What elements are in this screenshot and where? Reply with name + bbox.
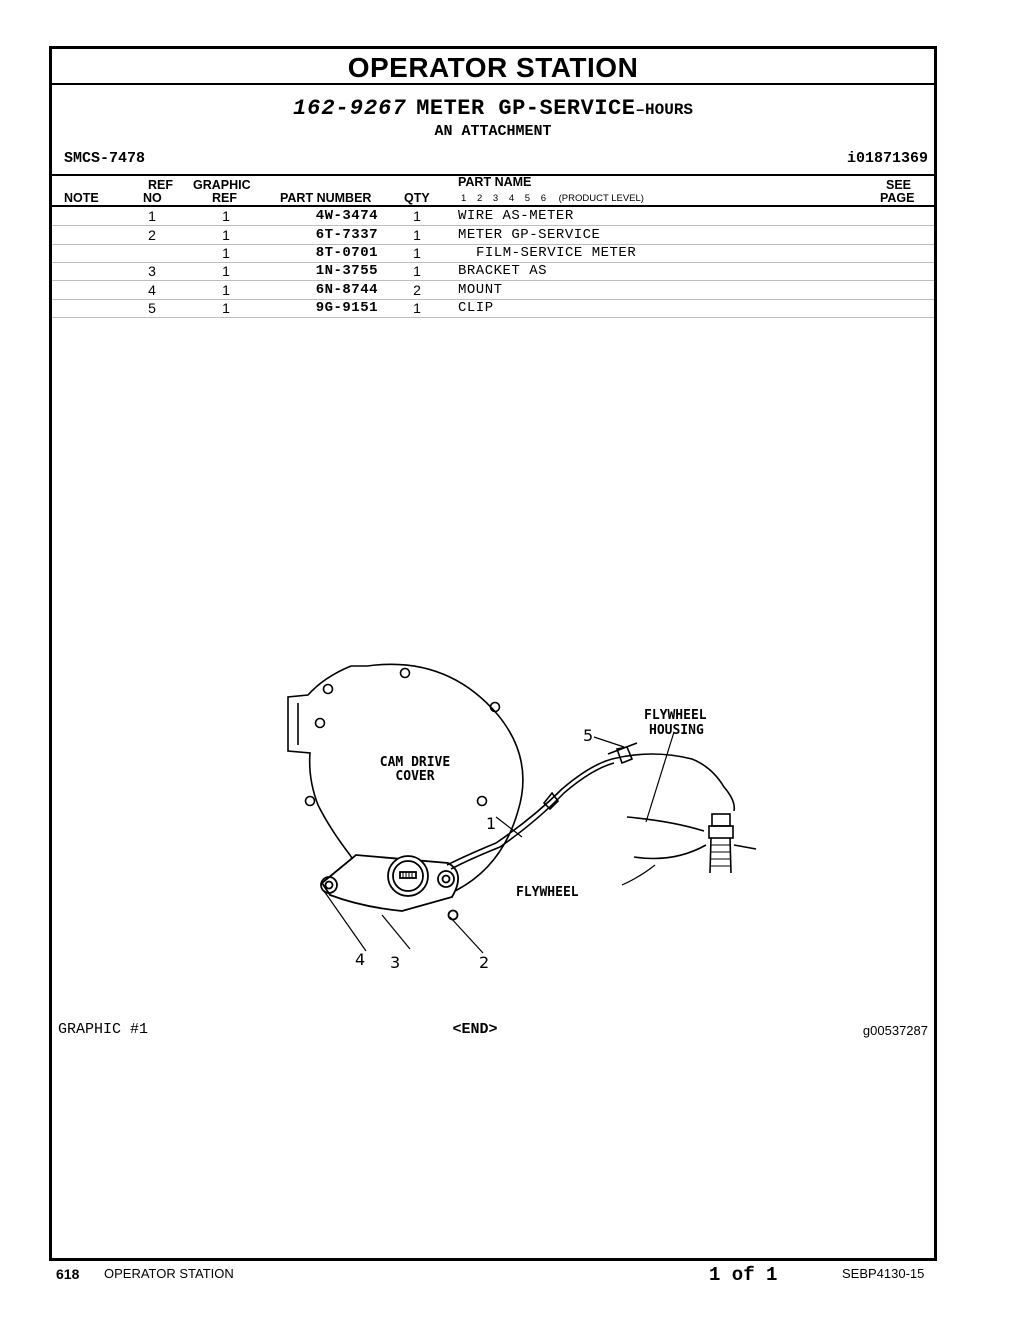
row-part-name: MOUNT: [458, 282, 503, 298]
level-3: 3: [492, 193, 499, 204]
sensor-drawing: [709, 814, 733, 873]
parts-illustration: [272, 659, 742, 972]
flywheel-drawing: [627, 817, 756, 859]
level-2: 2: [476, 193, 483, 204]
callout-4: 4: [355, 950, 366, 969]
header-qty: QTY: [404, 191, 430, 205]
group-subtitle: AN ATTACHMENT: [434, 123, 552, 140]
header-see-bottom: PAGE: [880, 191, 915, 205]
row-graphic-ref: 1: [222, 300, 230, 316]
row-qty: 1: [413, 208, 421, 224]
header-graphic-bottom: REF: [212, 191, 237, 205]
level-5: 5: [524, 193, 531, 204]
header-part-number: PART NUMBER: [280, 191, 372, 205]
footer-section-name: OPERATOR STATION: [104, 1266, 234, 1281]
row-part-name: FILM-SERVICE METER: [476, 245, 637, 261]
group-title: [52, 96, 934, 121]
row-graphic-ref: 1: [222, 282, 230, 298]
section-title: OPERATOR STATION: [52, 49, 934, 85]
group-name: METER GP-SERVICE: [416, 96, 636, 121]
level-1: 1: [461, 193, 467, 204]
page-frame: [49, 46, 937, 1261]
cover-label-line2: COVER: [395, 769, 435, 784]
group-part-number: 162-9267: [292, 96, 407, 121]
table-row: [52, 262, 934, 281]
row-ref-no: 5: [148, 300, 156, 316]
header-ref-top: REF: [148, 178, 173, 192]
level-caption: (PRODUCT LEVEL): [558, 193, 644, 204]
row-qty: 1: [413, 263, 421, 279]
row-graphic-ref: 1: [222, 227, 230, 243]
row-graphic-ref: 1: [222, 263, 230, 279]
bracket-drawing: [321, 855, 458, 920]
row-part-number: 6N-8744: [315, 282, 378, 298]
group-modifier: –HOURS: [635, 101, 694, 119]
table-row: [52, 281, 934, 300]
row-graphic-ref: 1: [222, 208, 230, 224]
housing-label-line1: FLYWHEEL: [644, 708, 707, 723]
wire-drawing: [447, 743, 734, 869]
row-ref-no: 2: [148, 227, 156, 243]
row-graphic-ref: 1: [222, 245, 230, 261]
row-ref-no: 4: [148, 282, 156, 298]
callout-2: 2: [479, 953, 490, 972]
leader-lines: [324, 732, 674, 953]
header-part-name: PART NAME: [458, 175, 532, 189]
footer-page-number: 618: [56, 1266, 80, 1282]
header-product-levels: [461, 193, 644, 204]
end-marker: <END>: [452, 1021, 498, 1038]
row-part-number: 4W-3474: [315, 208, 378, 224]
row-part-number: 6T-7337: [315, 227, 378, 243]
row-ref-no: 3: [148, 263, 156, 279]
level-6: 6: [540, 193, 546, 204]
header-note: NOTE: [64, 191, 99, 205]
table-row: [52, 207, 934, 226]
row-qty: 1: [413, 227, 421, 243]
row-qty: 1: [413, 245, 421, 261]
table-row: [52, 244, 934, 263]
row-ref-no: 1: [148, 208, 156, 224]
callout-5: 5: [583, 726, 594, 745]
table-row: [52, 226, 934, 245]
level-4: 4: [508, 193, 515, 204]
housing-label-line2: HOUSING: [649, 723, 704, 738]
table-row: [52, 299, 934, 318]
cover-label-line1: CAM DRIVE: [379, 755, 451, 770]
row-part-name: METER GP-SERVICE: [458, 227, 601, 243]
row-part-number: 8T-0701: [315, 245, 378, 261]
graphic-id: g00537287: [862, 1023, 928, 1038]
row-part-name: WIRE AS-METER: [458, 208, 574, 224]
row-part-name: BRACKET AS: [458, 263, 548, 279]
row-qty: 1: [413, 300, 421, 316]
smcs-code: SMCS-7478: [64, 150, 146, 167]
header-ref-bottom: NO: [143, 191, 162, 205]
row-qty: 2: [413, 282, 421, 298]
callout-1: 1: [486, 814, 497, 833]
row-part-number: 1N-3755: [315, 263, 378, 279]
footer-page-of: 1 of 1: [709, 1264, 778, 1286]
header-graphic-top: GRAPHIC: [193, 178, 251, 192]
footer-document-number: SEBP4130-15: [842, 1266, 925, 1281]
flywheel-label: FLYWHEEL: [516, 885, 579, 900]
row-part-number: 9G-9151: [315, 300, 378, 316]
header-see-top: SEE: [886, 178, 912, 192]
document-identifier: i01871369: [846, 150, 928, 167]
graphic-number-label: GRAPHIC #1: [58, 1021, 149, 1038]
callout-3: 3: [390, 953, 401, 972]
row-part-name: CLIP: [458, 300, 494, 316]
